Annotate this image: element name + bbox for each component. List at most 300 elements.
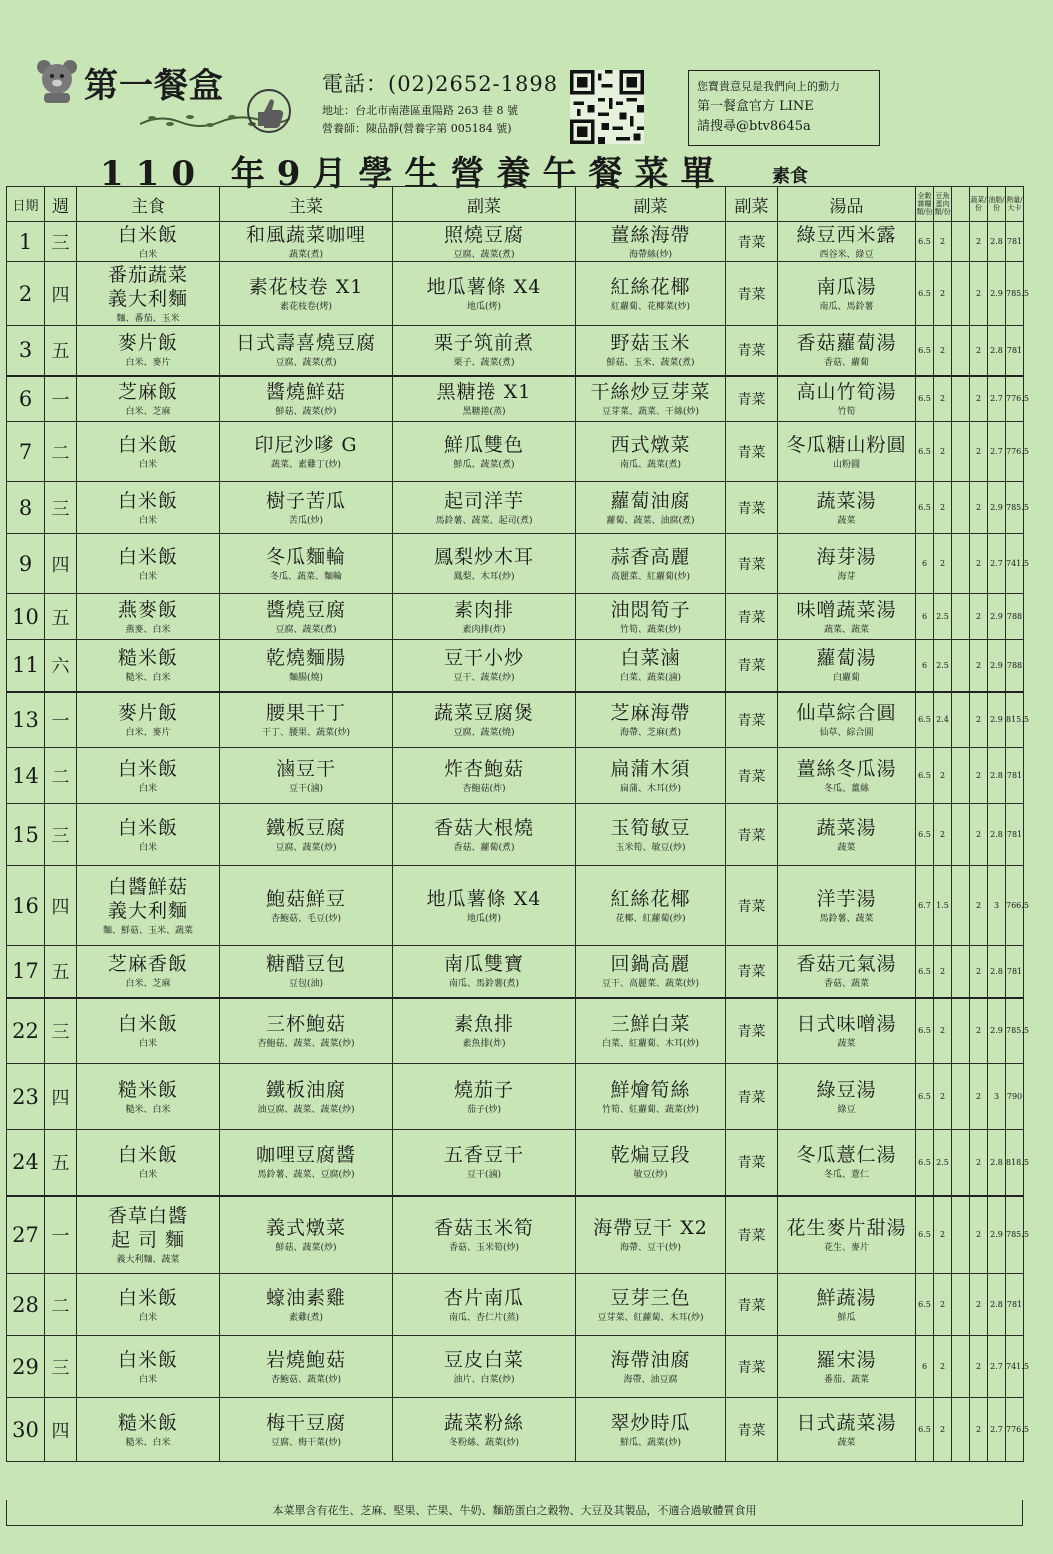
soup-name: 洋芋湯 (816, 887, 877, 910)
calories-value: 741.5 (1006, 559, 1029, 568)
table-row (7, 1130, 1024, 1196)
side1-cell (393, 482, 576, 534)
staple-name: 糙米飯 (117, 1078, 178, 1101)
soup-ingredients: 蔬菜 (837, 842, 856, 853)
fat-value: 2.8 (990, 1300, 1003, 1309)
protein-value: 2 (939, 559, 946, 568)
main-dish-name: 冬瓜麵輪 (265, 545, 346, 568)
vegetables-value: 2 (975, 394, 982, 404)
side2-dish-ingredients: 白菜、蔬菜(滷) (619, 673, 682, 684)
vegetables-value: 2 (975, 1230, 982, 1240)
staple-ingredients: 白米、麥片 (125, 358, 171, 369)
vegetables-value: 2 (975, 559, 982, 568)
date-cell (7, 1274, 45, 1336)
main-cell (220, 804, 393, 866)
grains-cell (916, 748, 934, 804)
side1-cell (393, 1196, 576, 1274)
soup-cell (778, 262, 916, 326)
header-protein: 豆魚蛋肉類/份 (934, 187, 952, 222)
side3-dish-name: 青菜 (737, 1089, 766, 1106)
weekday-cell (45, 1196, 77, 1274)
date-value: 28 (12, 1292, 39, 1317)
side3-cell (726, 534, 778, 594)
soup-ingredients: 西谷米、綠豆 (819, 249, 874, 260)
extra-cell (952, 376, 970, 422)
side2-cell (576, 1130, 726, 1196)
weekday-value: 四 (51, 554, 70, 576)
side2-cell (576, 804, 726, 866)
side3-dish-name: 青菜 (737, 1227, 766, 1244)
header-soup: 湯品 (778, 187, 916, 222)
weekday-cell (45, 804, 77, 866)
side1-cell (393, 1336, 576, 1398)
grains-cell (916, 1274, 934, 1336)
fat-value: 2.8 (990, 771, 1003, 780)
soup-cell (778, 482, 916, 534)
extra-cell (952, 1064, 970, 1130)
main-cell (220, 946, 393, 998)
grains-cell (916, 1196, 934, 1274)
soup-ingredients: 綠豆 (837, 1104, 856, 1115)
side2-cell (576, 1196, 726, 1274)
main-dish-ingredients: 豆腐、蔬菜(煮) (275, 358, 337, 369)
side1-cell (393, 804, 576, 866)
soup-cell (778, 1336, 916, 1398)
staple-cell (77, 1274, 220, 1336)
calories-cell (1006, 222, 1024, 262)
main-cell (220, 998, 393, 1064)
soup-ingredients: 海芽 (837, 571, 856, 582)
grains-cell (916, 1064, 934, 1130)
date-cell (7, 998, 45, 1064)
side1-dish-name: 素魚排 (453, 1012, 514, 1035)
header-main: 主菜 (220, 187, 393, 222)
weekday-cell (45, 1336, 77, 1398)
calories-value: 785.5 (1006, 1230, 1029, 1240)
vegetables-cell (970, 998, 988, 1064)
protein-cell (934, 376, 952, 422)
vegetables-cell (970, 1274, 988, 1336)
vegetables-value: 2 (975, 966, 982, 976)
main-cell (220, 422, 393, 482)
main-dish-ingredients: 蔬菜(煮) (288, 249, 324, 260)
staple-ingredients: 白米 (138, 1170, 157, 1181)
main-cell (220, 222, 393, 262)
soup-ingredients: 仙草、綜合圓 (819, 727, 874, 738)
date-cell (7, 692, 45, 748)
table-row (7, 946, 1024, 998)
side2-dish-ingredients: 南瓜、蔬菜(煮) (619, 459, 682, 470)
staple-ingredients: 白米、麥片 (125, 727, 171, 738)
fat-value: 3 (993, 901, 1000, 910)
side3-cell (726, 376, 778, 422)
side3-cell (726, 866, 778, 946)
staple-name: 燕麥飯 (117, 598, 178, 621)
vegetables-value: 2 (975, 503, 982, 512)
side2-cell (576, 594, 726, 640)
side2-dish-name: 油悶筍子 (610, 598, 691, 621)
soup-ingredients: 花生、麥片 (823, 1242, 869, 1253)
calories-cell (1006, 1196, 1029, 1274)
protein-value: 2 (939, 771, 946, 780)
side2-dish-name: 蒜香高麗 (610, 545, 691, 568)
side2-cell (576, 866, 726, 946)
main-dish-ingredients: 豆腐、梅干菜(炒) (270, 1437, 342, 1448)
extra-cell (952, 748, 970, 804)
staple-name: 糙米飯 (117, 647, 178, 670)
grains-value: 6.7 (918, 901, 931, 910)
protein-value: 1.5 (936, 901, 949, 910)
weekday-cell (45, 326, 77, 376)
side1-dish-name: 地瓜薯條 X4 (426, 275, 542, 298)
side1-dish-ingredients: 素肉排(炸) (462, 624, 506, 635)
protein-cell (934, 946, 952, 998)
staple-ingredients: 白米 (138, 1374, 157, 1385)
soup-ingredients: 白蘿蔔 (832, 673, 860, 684)
side1-cell (393, 422, 576, 482)
vegetables-cell (970, 594, 988, 640)
protein-value: 2 (939, 1026, 946, 1036)
weekday-value: 四 (51, 1420, 70, 1442)
side1-dish-name: 起司洋芋 (443, 489, 524, 512)
side1-dish-ingredients: 南瓜、馬鈴薯(煮) (448, 979, 520, 990)
date-cell (7, 482, 45, 534)
protein-value: 2.4 (936, 715, 949, 725)
main-dish-ingredients: 杏鮑菇、毛豆(炒) (270, 913, 342, 924)
staple-cell (77, 1336, 220, 1398)
side3-cell (726, 326, 778, 376)
calories-value: 785.5 (1006, 289, 1029, 298)
protein-cell (934, 482, 952, 534)
protein-value: 2 (939, 394, 946, 404)
fat-value: 2.8 (990, 1157, 1003, 1167)
side1-dish-name: 燒茄子 (453, 1078, 514, 1101)
main-cell (220, 1196, 393, 1274)
table-row (7, 998, 1024, 1064)
side2-dish-name: 薑絲海帶 (610, 223, 691, 246)
side2-dish-name: 白菜滷 (620, 647, 681, 670)
date-value: 24 (12, 1150, 39, 1175)
staple-ingredients: 白米 (138, 515, 157, 526)
main-cell (220, 1336, 393, 1398)
side1-dish-name: 豆干小炒 (443, 647, 524, 670)
main-dish-name: 滷豆干 (275, 757, 336, 780)
staple-name: 麥片飯 (117, 332, 178, 355)
date-cell (7, 1398, 45, 1462)
vegetables-cell (970, 534, 988, 594)
soup-name: 花生麥片甜湯 (786, 1216, 907, 1239)
side3-cell (726, 1274, 778, 1336)
date-cell (7, 748, 45, 804)
date-value: 14 (12, 763, 39, 788)
fat-value: 2.9 (990, 1026, 1003, 1036)
soup-name: 海芽湯 (816, 545, 877, 568)
side3-cell (726, 594, 778, 640)
side1-cell (393, 692, 576, 748)
weekday-value: 四 (51, 284, 70, 306)
fat-value: 3 (993, 1092, 1000, 1101)
vegetables-cell (970, 376, 988, 422)
extra-cell (952, 222, 970, 262)
header-side1: 副菜 (393, 187, 576, 222)
grains-cell (916, 692, 934, 748)
date-cell (7, 422, 45, 482)
main-dish-name: 鐵板油腐 (265, 1078, 346, 1101)
main-cell (220, 748, 393, 804)
grains-value: 6.5 (918, 966, 931, 976)
side3-cell (726, 1064, 778, 1130)
side3-cell (726, 482, 778, 534)
vegetables-value: 2 (975, 1026, 982, 1036)
staple-ingredients: 白米 (138, 1038, 157, 1049)
table-row (7, 866, 1024, 946)
protein-cell (934, 804, 952, 866)
staple-name: 麥片飯 (117, 701, 178, 724)
side1-dish-ingredients: 素魚排(炸) (462, 1038, 506, 1049)
weekday-value: 四 (51, 896, 70, 918)
fat-value: 2.9 (990, 612, 1003, 621)
table-row (7, 640, 1024, 692)
side2-cell (576, 326, 726, 376)
vegetables-value: 2 (975, 771, 982, 780)
staple-ingredients: 糙米、白米 (125, 1437, 171, 1448)
staple-cell (77, 326, 220, 376)
weekday-cell (45, 640, 77, 692)
soup-cell (778, 1130, 916, 1196)
calories-value: 781 (1006, 771, 1023, 780)
vegetables-cell (970, 1398, 988, 1462)
soup-name: 薑絲冬瓜湯 (796, 757, 897, 780)
staple-cell (77, 640, 220, 692)
fat-value: 2.8 (990, 830, 1003, 839)
weekday-value: 五 (51, 1153, 70, 1175)
staple-cell (77, 692, 220, 748)
soup-name: 蔬菜湯 (816, 816, 877, 839)
staple-ingredients: 燕麥、白米 (125, 624, 171, 635)
staple-cell (77, 262, 220, 326)
calories-cell (1006, 326, 1024, 376)
side2-cell (576, 482, 726, 534)
side2-dish-ingredients: 豆芽菜、蔬菜、干絲(炒) (601, 406, 700, 417)
staple-ingredients: 義大利麵、蔬菜 (116, 1254, 180, 1265)
side1-cell (393, 866, 576, 946)
side1-cell (393, 222, 576, 262)
weekday-cell (45, 482, 77, 534)
calories-value: 790 (1006, 1092, 1023, 1101)
staple-cell (77, 1130, 220, 1196)
vegetables-cell (970, 804, 988, 866)
side1-dish-ingredients: 地瓜(烤) (466, 913, 502, 924)
staple-cell (77, 534, 220, 594)
staple-cell (77, 482, 220, 534)
protein-cell (934, 1274, 952, 1336)
grains-value: 6.5 (918, 1425, 931, 1434)
vegetables-value: 2 (975, 660, 982, 670)
table-row (7, 1398, 1024, 1462)
calories-cell (1006, 262, 1029, 326)
header-date: 日期 (7, 187, 45, 222)
weekday-value: 三 (51, 1021, 70, 1043)
staple-cell (77, 1064, 220, 1130)
side2-dish-ingredients: 高麗菜、紅蘿蔔(炒) (610, 571, 691, 582)
vegetables-value: 2 (975, 1362, 982, 1371)
soup-ingredients: 竹筍 (837, 406, 856, 417)
extra-cell (952, 804, 970, 866)
side2-cell (576, 1336, 726, 1398)
header-weekday: 週 (45, 187, 77, 222)
vegetables-cell (970, 640, 988, 692)
header-vegetables: 蔬菜/份 (970, 187, 988, 222)
calories-value: 781 (1006, 830, 1023, 839)
protein-value: 2.5 (936, 1157, 949, 1167)
soup-cell (778, 1274, 916, 1336)
grains-cell (916, 946, 934, 998)
side3-dish-name: 青菜 (737, 391, 766, 408)
soup-cell (778, 1196, 916, 1274)
soup-ingredients: 蔬菜 (837, 1038, 856, 1049)
vegetables-value: 2 (975, 345, 982, 355)
soup-cell (778, 866, 916, 946)
table-row (7, 482, 1024, 534)
main-dish-name: 鮑菇鮮豆 (265, 887, 346, 910)
table-row (7, 376, 1024, 422)
protein-value: 2 (939, 503, 946, 512)
side2-dish-ingredients: 海帶、芝麻(煮) (619, 727, 682, 738)
soup-name: 冬瓜薏仁湯 (796, 1144, 897, 1167)
fat-cell (988, 1274, 1006, 1336)
brand-logo-text: 第一餐盒 (84, 66, 224, 106)
grains-value: 6.5 (918, 237, 931, 246)
side1-dish-ingredients: 黑糖捲(蒸) (462, 406, 506, 417)
soup-ingredients: 冬瓜、薏仁 (823, 1170, 869, 1181)
staple-cell (77, 946, 220, 998)
calories-cell (1006, 1274, 1024, 1336)
grains-cell (916, 376, 934, 422)
weekday-value: 五 (51, 962, 70, 984)
side1-cell (393, 1130, 576, 1196)
protein-cell (934, 422, 952, 482)
vegetables-cell (970, 222, 988, 262)
date-value: 3 (18, 338, 33, 363)
header-grains: 全穀雜糧類/份 (916, 187, 934, 222)
calories-cell (1006, 534, 1029, 594)
staple-name: 白醬鮮菇 義大利麵 (107, 875, 188, 922)
side1-dish-name: 素肉排 (453, 598, 514, 621)
staple-ingredients: 白米 (138, 842, 157, 853)
staple-name: 白米飯 (117, 816, 178, 839)
side3-dish-name: 青菜 (737, 444, 766, 461)
main-dish-ingredients: 干丁、腰果、蔬菜(炒) (261, 727, 351, 738)
soup-name: 蔬菜湯 (816, 489, 877, 512)
weekday-value: 三 (51, 1357, 70, 1379)
date-value: 23 (12, 1084, 39, 1109)
staple-name: 白米飯 (117, 1012, 178, 1035)
calories-cell (1006, 998, 1029, 1064)
grains-cell (916, 482, 934, 534)
side1-dish-name: 鮮瓜雙色 (443, 433, 524, 456)
date-cell (7, 326, 45, 376)
weekday-cell (45, 376, 77, 422)
grains-value: 6.5 (918, 394, 931, 404)
calories-value: 776.5 (1006, 447, 1029, 456)
calories-cell (1006, 376, 1029, 422)
protein-cell (934, 692, 952, 748)
extra-cell (952, 1130, 970, 1196)
main-dish-name: 樹子苦瓜 (265, 489, 346, 512)
calories-cell (1006, 946, 1024, 998)
protein-value: 2 (939, 966, 946, 976)
staple-ingredients: 麵、鮮菇、玉米、蔬菜 (102, 925, 193, 936)
side2-dish-ingredients: 玉米筍、敏豆(炒) (615, 842, 686, 853)
main-dish-name: 醬燒豆腐 (265, 598, 346, 621)
vegetables-value: 2 (975, 715, 982, 725)
side2-dish-ingredients: 海帶、豆干(炒) (619, 1242, 682, 1253)
side3-dish-name: 青菜 (737, 500, 766, 517)
side3-cell (726, 748, 778, 804)
protein-cell (934, 866, 952, 946)
fat-value: 2.9 (990, 289, 1003, 298)
calories-cell (1006, 422, 1029, 482)
main-dish-ingredients: 素花枝卷(烤) (279, 301, 333, 312)
fat-cell (988, 804, 1006, 866)
calories-cell (1006, 482, 1029, 534)
soup-cell (778, 326, 916, 376)
side1-dish-name: 南瓜雙寶 (443, 953, 524, 976)
soup-ingredients: 南瓜、馬鈴薯 (819, 301, 874, 312)
weekday-cell (45, 946, 77, 998)
weekday-value: 三 (51, 232, 70, 254)
fat-value: 2.9 (990, 660, 1003, 670)
fat-cell (988, 1130, 1006, 1196)
weekday-cell (45, 866, 77, 946)
date-value: 15 (12, 822, 39, 847)
side2-dish-ingredients: 花椰、紅蘿蔔(炒) (615, 913, 686, 924)
side2-cell (576, 640, 726, 692)
side1-cell (393, 748, 576, 804)
side1-cell (393, 376, 576, 422)
side2-dish-name: 西式燉菜 (610, 433, 691, 456)
grains-value: 6.5 (918, 1092, 931, 1101)
header-side2: 副菜 (576, 187, 726, 222)
soup-ingredients: 番茄、蔬菜 (823, 1374, 869, 1385)
header-staple: 主食 (77, 187, 220, 222)
protein-cell (934, 998, 952, 1064)
soup-cell (778, 998, 916, 1064)
side3-dish-name: 青菜 (737, 556, 766, 573)
side2-dish-ingredients: 白菜、紅蘿蔔、木耳(炒) (601, 1038, 700, 1049)
protein-value: 2 (939, 830, 946, 839)
side1-cell (393, 946, 576, 998)
main-dish-ingredients: 苦瓜(炒) (288, 515, 324, 526)
date-cell (7, 1130, 45, 1196)
protein-cell (934, 262, 952, 326)
table-row (7, 422, 1024, 482)
side2-dish-ingredients: 鮮瓜、蔬菜(炒) (619, 1437, 682, 1448)
side3-cell (726, 998, 778, 1064)
date-value: 16 (12, 893, 39, 918)
table-row (7, 692, 1024, 748)
protein-cell (934, 748, 952, 804)
weekday-value: 二 (51, 766, 70, 788)
table-header-row (7, 187, 1024, 222)
main-dish-name: 和風蔬菜咖哩 (245, 223, 366, 246)
side1-dish-ingredients: 油片、白菜(炒) (453, 1374, 515, 1385)
soup-name: 鮮蔬湯 (816, 1286, 877, 1309)
staple-ingredients: 白米 (138, 459, 157, 470)
staple-cell (77, 748, 220, 804)
soup-cell (778, 640, 916, 692)
vegetables-cell (970, 866, 988, 946)
